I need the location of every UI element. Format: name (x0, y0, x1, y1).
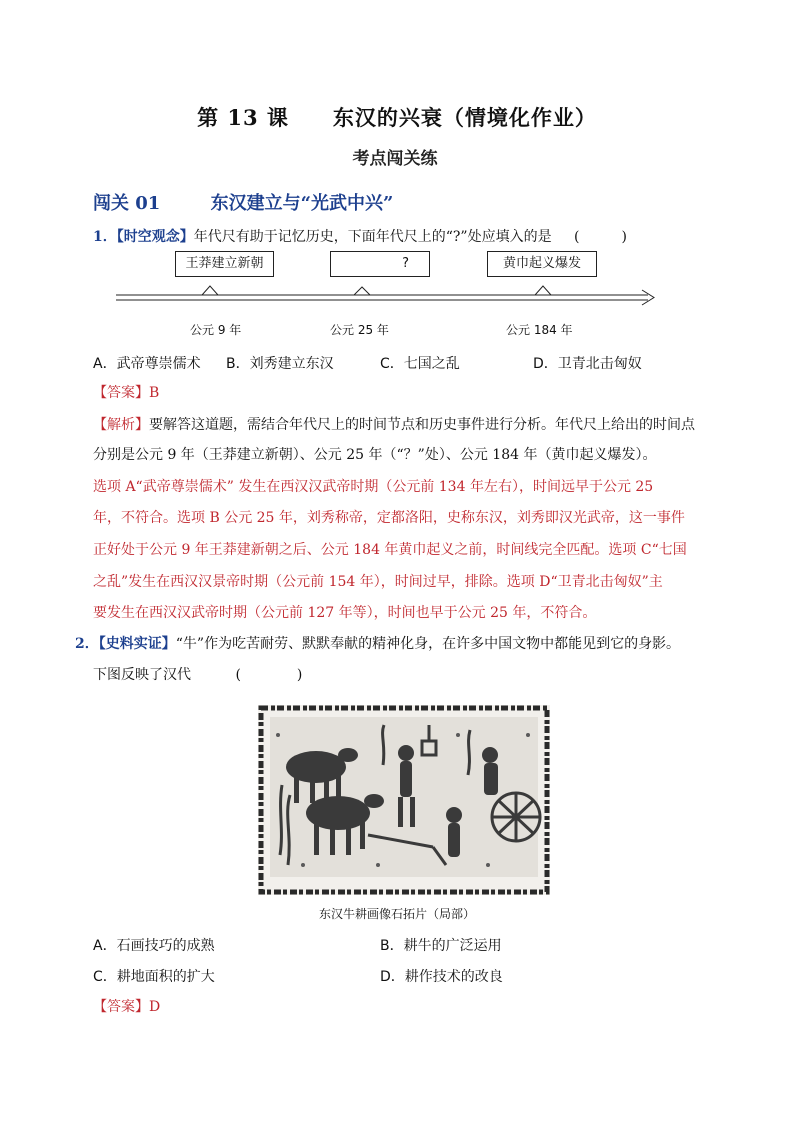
q1-answer-tag: 【答案】 (93, 385, 149, 401)
q1-stem (93, 227, 733, 247)
q2-option-a: A．石画技巧的成熟 (93, 938, 215, 954)
q2-image-caption: 东汉牛耕画像石拓片（局部） (318, 907, 475, 921)
q2-answer-tag: 【答案】 (93, 999, 149, 1015)
timeline-label-1: 公元 9 年 (190, 323, 242, 337)
q2-stem-line-2 (93, 665, 733, 685)
q1-option-c: C．七国之乱 (380, 356, 460, 372)
badge-container (0, 142, 794, 171)
q1-tag: 【时空观念】 (116, 229, 194, 245)
q1-analysis-tag: 【解析】 (93, 417, 149, 433)
q1-paren: ( ) (574, 229, 627, 245)
q1-analysis-line-4: 年，不符合。选项 B 公元 25 年，刘秀称帝，定都洛阳，史称东汉，刘秀即汉光武帝，这一事件 (93, 510, 685, 526)
timeline-box-2-text: ? (402, 256, 409, 271)
q2-option-c: C．耕地面积的扩大 (93, 969, 215, 985)
timeline-box-2 (330, 251, 430, 277)
q2-stem-text-2: 下图反映了汉代 (93, 667, 191, 683)
section-heading (93, 189, 393, 215)
q1-analysis-line-3: 选项 A“武帝尊崇儒术” 发生在西汉汉武帝时期（公元前 134 年左右），时间远早于公元 25 (93, 479, 654, 495)
q1-option-d: D．卫青北击匈奴 (533, 356, 642, 372)
q2-number: 2． (75, 636, 99, 652)
q1-analysis-line-1 (93, 415, 733, 435)
q1-analysis-line-2: 分别是公元 9 年（王莽建立新朝）、公元 25 年（“？”处）、公元 184 年（黄巾起义爆发）。 (93, 447, 657, 463)
timeline-box-1: 王莽建立新朝 (175, 251, 274, 277)
page-title: 第 13 课 东汉的兴衰（情境化作业） (197, 105, 597, 130)
q1-answer-value: B (149, 385, 160, 401)
timeline-label-2: 公元 25 年 (330, 323, 389, 337)
ox-plough-rubbing-image (258, 705, 550, 895)
q1-analysis-line-5: 正好处于公元 9 年王莽建新朝之后、公元 184 年黄巾起义之前，时间线完全匹配。选项 C“七国 (93, 542, 687, 558)
q2-tag: 【史料实证】 (98, 636, 176, 652)
timeline-axis (110, 284, 660, 308)
q1-analysis-line-7: 要发生在西汉汉武帝时期（公元前 127 年等），时间也早于公元 25 年，不符合。 (93, 605, 597, 621)
timeline-box-3: 黄巾起义爆发 (487, 251, 597, 277)
q1-analysis-text-1: 要解答这道题，需结合年代尺上的时间节点和历史事件进行分析。年代尺上给出的时间点 (149, 417, 695, 433)
q2-option-d: D．耕作技术的改良 (380, 969, 503, 985)
timeline-label-3: 公元 184 年 (506, 323, 573, 337)
q1-answer (93, 383, 733, 403)
q1-option-b: B．刘秀建立东汉 (226, 356, 334, 372)
q2-answer (93, 997, 733, 1017)
section-name: 东汉建立与“光武中兴” (210, 193, 394, 214)
q2-answer-value: D (149, 999, 161, 1015)
q1-number: 1． (93, 229, 117, 245)
q2-stem (75, 634, 715, 654)
q2-stem-text: “牛”作为吃苦耐劳、默默奉献的精神化身，在许多中国文物中都能见到它的身影。 (175, 636, 681, 652)
q2-paren: ( ) (235, 667, 303, 683)
q1-option-a: A．武帝尊崇儒术 (93, 356, 201, 372)
q2-option-b: B．耕牛的广泛运用 (380, 938, 502, 954)
section-label: 闯关 01 (93, 193, 161, 214)
q1-analysis-line-6: 之乱”发生在西汉汉景帝时期（公元前 154 年），时间过早，排除。选项 D“卫青北击匈奴”主 (93, 574, 663, 590)
section-badge: 考点闯关练 (339, 142, 456, 171)
q1-stem-text: 年代尺有助于记忆历史，下面年代尺上的“?”处应填入的是 (193, 229, 552, 245)
